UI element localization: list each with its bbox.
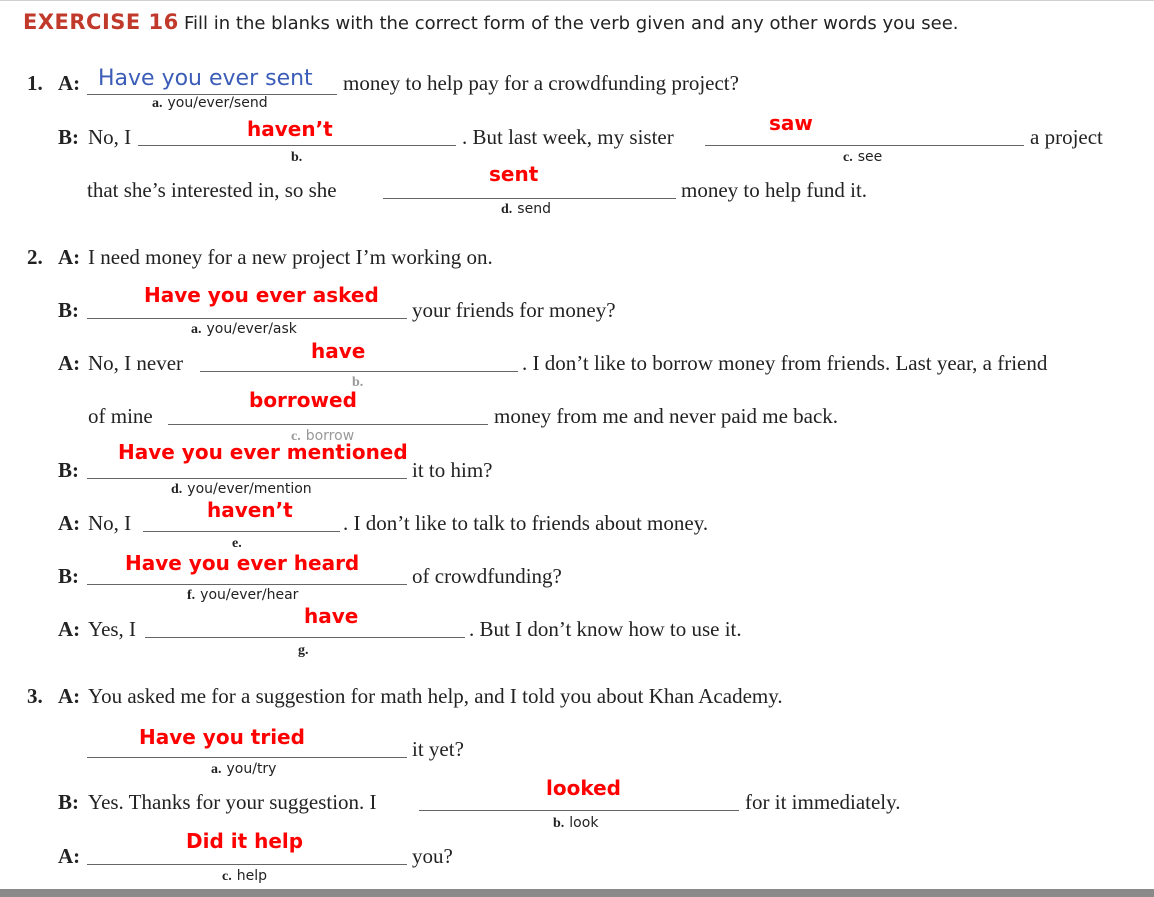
q2-hint-e [232, 536, 247, 551]
exercise-instruction: Fill in the blanks with the correct form of the verb given and any other words you see. [184, 13, 959, 34]
hint-letter: a. [152, 96, 163, 111]
q3-blank-a-line [87, 757, 407, 758]
q3-blank-b-line [419, 810, 739, 811]
hint-letter: a. [211, 762, 222, 777]
q2-a3-after: money from me and never paid me back. [494, 404, 839, 428]
hint-verb: you/ever/send [167, 95, 268, 111]
hint-verb: see [857, 149, 883, 165]
q1-b1-after: . But last week, my sister [462, 125, 674, 149]
q2-a3-before: of mine [88, 404, 153, 428]
q2-blank-d-line [87, 478, 407, 479]
hint-letter: f. [187, 588, 196, 603]
q3-a2-speaker: A: [58, 844, 81, 868]
q2-b1-speaker: B: [58, 298, 79, 322]
q3-blank-c-line [87, 864, 407, 865]
q3-hint-c [222, 869, 267, 884]
q3-answer-a[interactable]: Have you tried [139, 725, 305, 749]
q2-answer-b[interactable]: have [311, 339, 366, 363]
q2-hint-g [298, 643, 314, 658]
exercise-heading: EXERCISE 16 [23, 10, 179, 34]
hint-letter: b. [553, 816, 565, 831]
q2-a1-text: I need money for a new project I’m working on. [88, 245, 493, 269]
q2-answer-d[interactable]: Have you ever mentioned [118, 440, 408, 464]
hint-letter: b. [352, 375, 364, 390]
q2-answer-g[interactable]: have [304, 604, 359, 628]
hint-letter: c. [291, 429, 301, 444]
hint-verb: borrow [305, 428, 355, 444]
q2-a5-before: Yes, I [88, 617, 137, 641]
bottom-border [0, 889, 1154, 897]
hint-verb: look [569, 815, 599, 831]
q3-a1-text: You asked me for a suggestion for math help, and I told you about Khan Academy. [88, 684, 783, 708]
q1-b3-after: money to help fund it. [681, 178, 868, 202]
q1-b2-after: a project [1030, 125, 1103, 149]
hint-letter: a. [191, 322, 202, 337]
q1-hint-d [501, 202, 551, 217]
hint-verb: help [236, 868, 267, 884]
q3-number: 3. [27, 684, 43, 708]
q3-answer-c[interactable]: Did it help [186, 829, 304, 853]
hint-verb: send [517, 201, 551, 217]
q2-b3-after: of crowdfunding? [412, 564, 562, 588]
q2-a4-speaker: A: [58, 511, 81, 535]
q1-a1-after: money to help pay for a crowdfunding project? [343, 71, 739, 95]
q1-answer-c[interactable]: saw [769, 111, 813, 135]
hint-verb: you/ever/mention [187, 481, 312, 497]
hint-letter: c. [843, 150, 853, 165]
q2-hint-a [191, 322, 297, 337]
q1-answer-d[interactable]: sent [489, 162, 539, 186]
q2-a5-speaker: A: [58, 617, 81, 641]
hint-verb: you/ever/hear [200, 587, 299, 603]
q2-a5-after: . But I don’t know how to use it. [469, 617, 742, 641]
q2-answer-c[interactable]: borrowed [249, 388, 357, 412]
q3-b1-before: Yes. Thanks for your suggestion. I [88, 790, 377, 814]
q2-blank-f-line [87, 584, 407, 585]
q2-blank-b-line [200, 371, 518, 372]
q2-a1-speaker: A: [58, 245, 81, 269]
q2-blank-a-line [87, 318, 407, 319]
q1-blank-b-line [138, 145, 456, 146]
q2-blank-g-line [145, 637, 465, 638]
q2-a2-after: . I don’t like to borrow money from friends. Last year, a friend [522, 351, 1048, 375]
q3-b1-speaker: B: [58, 790, 79, 814]
q2-number: 2. [27, 245, 43, 269]
q1-blank-c-line [705, 145, 1024, 146]
hint-letter: d. [171, 482, 183, 497]
q2-b2-after: it to him? [412, 458, 493, 482]
q1-hint-b [291, 150, 307, 165]
q3-a1-speaker: A: [58, 684, 81, 708]
hint-verb: you/ever/ask [206, 321, 297, 337]
q1-blank-d-line [383, 198, 676, 199]
q3-answer-b[interactable]: looked [546, 776, 621, 800]
q2-blank-c-line [168, 424, 488, 425]
q2-answer-e[interactable]: haven’t [207, 498, 293, 522]
q1-answer-b[interactable]: haven’t [247, 117, 333, 141]
q1-hint-a [152, 96, 268, 111]
q1-hint-c [843, 150, 882, 165]
q2-answer-f[interactable]: Have you ever heard [125, 551, 360, 575]
q2-a4-before: No, I [88, 511, 132, 535]
q2-a2-speaker: A: [58, 351, 81, 375]
hint-letter: b. [291, 150, 303, 165]
q2-hint-f [187, 588, 298, 603]
q1-number: 1. [27, 71, 43, 95]
q2-a2-before: No, I never [88, 351, 184, 375]
q2-b2-speaker: B: [58, 458, 79, 482]
q1-b3-before: that she’s interested in, so she [87, 178, 337, 202]
q1-b1-speaker: B: [58, 125, 79, 149]
q1-b1-before: No, I [88, 125, 132, 149]
hint-verb: you/try [226, 761, 277, 777]
hint-letter: c. [222, 869, 232, 884]
q3-hint-b [553, 816, 598, 831]
hint-letter: d. [501, 202, 513, 217]
top-border [0, 0, 1154, 1]
q3-b1-after: for it immediately. [745, 790, 901, 814]
hint-letter: g. [298, 643, 309, 658]
q1-answer-a[interactable]: Have you ever sent [98, 66, 313, 91]
q2-b3-speaker: B: [58, 564, 79, 588]
hint-letter: e. [232, 536, 242, 551]
q1-a1-speaker: A: [58, 71, 81, 95]
q2-blank-e-line [143, 531, 340, 532]
q3-a2-after: you? [412, 844, 453, 868]
q3-a1b-after: it yet? [412, 737, 464, 761]
q2-hint-d [171, 482, 312, 497]
q2-answer-a[interactable]: Have you ever asked [144, 283, 379, 307]
q2-b1-after: your friends for money? [412, 298, 616, 322]
q3-hint-a [211, 762, 276, 777]
q2-a4-after: . I don’t like to talk to friends about money. [343, 511, 709, 535]
